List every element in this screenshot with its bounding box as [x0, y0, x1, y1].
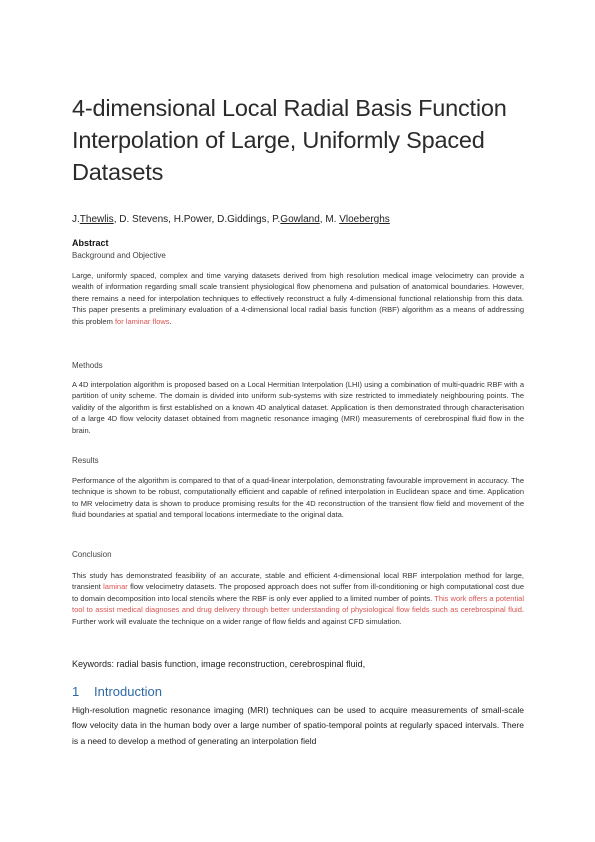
- conclusion-paragraph: This study has demonstrated feasibility of an accurate, stable and efficient 4-dimensional local RBF interpolation method for large, transient laminar flow velocimetry datasets. The proposed approach does not suffer from ill-conditioning or high computational cost due to domain decomposition into local stencils where the RBF is only ever applied to a limited number of points. This work offers a potential tool to assist medical diagnoses and drug delivery through better understanding of physiological flow fields such as cerebrospinal fluid. Further work will evaluate the technique on a wider range of flow fields and against CFD simulation.: [72, 571, 525, 626]
- author-list: J.Thewlis, D. Stevens, H.Power, D.Giddings, P.Gowland, M. Vloeberghs: [72, 214, 390, 225]
- conclusion-heading: Conclusion: [72, 550, 112, 559]
- methods-paragraph: A 4D interpolation algorithm is proposed based on a Local Hermitian Interpolation (LHI) using a combination of multi-quadric RBF with a partition of unity scheme. The domain is divided into uniform sub-systems with size restricted to immediately neighbouring points. The validity of the algorithm is first established on a known 4D analytical dataset. Application is then demonstrated through characterisation of a large 4D flow velocity dataset obtained from magnetic resonance imaging (MRI) measurements of cerebrospinal fluid flow in the brain.: [72, 380, 524, 435]
- introduction-heading: [72, 684, 162, 699]
- author-1: D. Stevens: [119, 214, 169, 225]
- methods-heading: Methods: [72, 361, 103, 370]
- author-4: P.Gowland: [272, 214, 320, 225]
- background-heading: Background and Objective: [72, 251, 166, 260]
- paper-title: 4-dimensional Local Radial Basis Function Interpolation of Large, Uniformly Spaced Datasets: [72, 95, 507, 185]
- conclusion-highlight-1: laminar: [103, 582, 128, 592]
- results-heading: Results: [72, 456, 99, 465]
- author-2: H.Power: [173, 214, 212, 225]
- section-number: 1: [72, 684, 80, 699]
- author-0: J.Thewlis: [72, 214, 114, 225]
- author-5: M. Vloeberghs: [325, 214, 390, 225]
- results-paragraph: Performance of the algorithm is compared to that of a quad-linear interpolation, demonstrating favourable improvement in accuracy. The technique is shown to be robust, computationally efficient and capable of refined interpolation in Euclidean space and time. Application to MR velocimetry data is shown to produce promising results for the 4D reconstruction of the transient flow field and movement of the fluid boundaries at spatial and temporal locations intermediate to the original data.: [72, 476, 524, 520]
- background-highlight: for laminar flows: [114, 316, 170, 326]
- author-3: D.Giddings: [217, 214, 267, 225]
- section-title: Introduction: [94, 684, 162, 699]
- conclusion-highlight-2: This work offers a potential tool to assist medical diagnoses and drug delivery through better understanding of physiological flow fields such as cerebrospinal fluid: [72, 593, 525, 615]
- keywords-line: Keywords: radial basis function, image reconstruction, cerebrospinal fluid,: [72, 659, 366, 669]
- background-paragraph: Large, uniformly spaced, complex and time varying datasets derived from high resolution medical image velocimetry can provide a wealth of information regarding small scale transient physiological flow phenomena and pulsation of anatomical boundaries. However, there remains a need for interpolation techniques to effectively reconstruct a fully 4-dimensional functional relationship from this data. This paper presents a preliminary evaluation of a 4-dimensional local radial basis function (RBF) algorithm as a means of addressing this problem for laminar flows.: [72, 271, 524, 326]
- abstract-heading: Abstract: [72, 238, 109, 248]
- introduction-paragraph: High-resolution magnetic resonance imaging (MRI) techniques can be used to acquire measurements of small-scale flow velocity data in the human body over a large number of spatio-temporal points at regularly spaced intervals. There is a need to develop a method of generating an interpolation field: [72, 705, 524, 746]
